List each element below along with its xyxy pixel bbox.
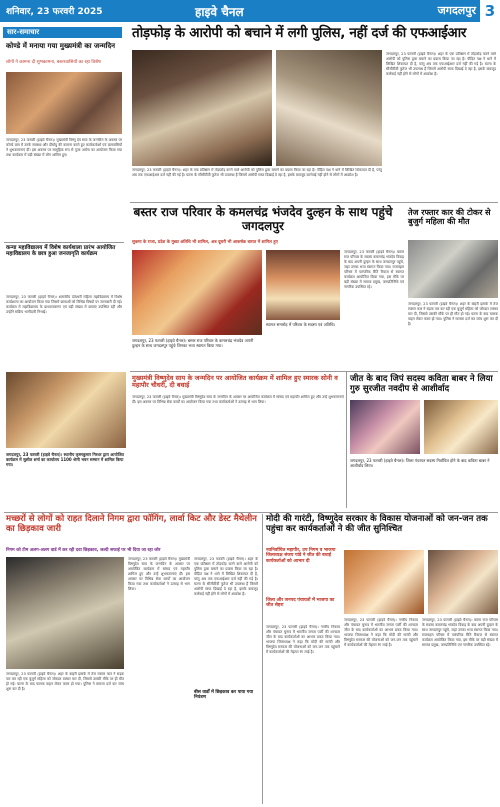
bottom-body-1c: जगदलपुर, 23 फरवरी (हाइवे चैनल)। शहर के बाहरी इलाके में तेज रफ्तार कार ने सड़क पार कर रही एक बुजुर्ग महिला को जोरदार टक्कर मार दी, जिससे उसकी मौके पर ही मौत हो गई। घटना के बाद चालक वाहन लेकर फरार हो गया। पुलिस ने मामला दर्ज कर जांच शुरू कर दी है। xyxy=(6,672,124,691)
left-headline-2: कन्या महाविद्यालय में विशेष कार्यशाला प्रारंभ आयोजित महाविद्यालय के छात्र हुआ जनजागृति कार्यक्रम xyxy=(6,245,116,258)
bottom-photo-2a xyxy=(344,550,424,614)
main-caption-5: जगदलपुर, 23 फरवरी (हाइवे चैनल)। जिला पंचायत सदस्य निर्वाचित होने के बाद कविता बाबर ने आशीर्वाद लिया। xyxy=(350,458,490,468)
bottom-body-2c: जगदलपुर, 23 फरवरी (हाइवे चैनल)। बस्तर राज परिवार के सदस्य कमलचंद्र भंजदेव विवाह के बाद अपनी दुल्हन के साथ जगदलपुर पहुंचे, जहां उनका भव्य स्वागत किया गया। राजमहल परिसर में पारंपरिक रीति रिवाज से स्वागत कार्यक्रम आयोजित किया गया, इस मौके पर बड़ी संख्या में समाज प्रमुख, जनप्रतिनिधि एवं नागरिक उपस्थित रहे। xyxy=(422,618,498,647)
left-mid-caption: जगदलपुर, 23 फरवरी (हाइवे चैनल)। स्थानीय कृष्णकुमार गिरधर द्वारा आयोजित कार्यक्रम में सुशील शर्मा का कार्यालय 1100 श्रेणी भवन सम्मान में शामिल किया गया। xyxy=(6,452,124,467)
main-body-1b: जगदलपुर, 23 फरवरी (हाइवे चैनल)। शहर के एक प्रतिष्ठान में तोड़फोड़ करने वाले आरोपी को पुलिस द्वारा बचाने का प्रयास किया जा रहा है। पीड़ित पक्ष ने थाने में लिखित शिकायत दी है, परंतु अब तक एफआईआर दर्ज नहीं की गई है। घटना के सीसीटीवी फुटेज भी उपलब्ध हैं जिसमें आरोपी साफ दिखाई दे रहा है, इसके बावजूद कार्रवाई नहीं होने से लोगों में आक्रोश है। xyxy=(132,168,382,177)
main-photo-5b xyxy=(424,400,498,454)
main-headline-1: तोड़फोड़ के आरोपी को बचाने में लगी पुलिस, नहीं दर्ज की एफआईआर xyxy=(132,25,467,41)
left-body-2: जगदलपुर, 23 फरवरी (हाइवे चैनल)। शासकीय दंतेश्वरी महिला महाविद्यालय में विशेष कार्यशाला का आयोजन किया गया जिसमें छात्राओं को विभिन्न विषयों पर जानकारी दी गई। कार्यक्रम में महाविद्यालय के प्राध्यापकगण एवं बड़ी संख्या में छात्राएं उपस्थित रहीं और उन्होंने सक्रिय भागीदारी निभाई। xyxy=(6,295,122,314)
main-photo-1b xyxy=(276,50,382,166)
bottom-body-1a: जगदलपुर, 23 फरवरी (हाइवे चैनल)। मुख्यमंत्री विष्णुदेव साय के जन्मदिन के अवसर पर आयोजित कार्यक्रम में सांसद एवं महापौर शामिल हुए और उन्हें शुभकामनाएं दीं। इस अवसर पर विभिन्न सेवा कार्यों का आयोजन किया गया तथा कार्यकर्ताओं ने उत्साह से भाग लिया। xyxy=(128,557,190,591)
bottom-photo-2b xyxy=(428,550,498,614)
main-headline-3: तेज रफ्तार कार की टोकर से बुजुर्ग महिला की मौत xyxy=(408,208,491,227)
main-photo-1a xyxy=(132,50,272,166)
newspaper-brand: हाइवे चैनल xyxy=(195,5,244,19)
bottom-body-2b: जगदलपुर, 23 फरवरी (हाइवे चैनल)। नगरीय निकाय और पंचायत चुनाव में भारतीय जनता पार्टी की शानदार जीत के बाद कार्यकर्ताओं का आभार प्रकट किया गया। भाजपा जिलाध्यक्ष ने कहा कि मोदी की गारंटी और विष्णुदेव सरकार की योजनाओं को जन-जन तक पहुंचाने में कार्यकर्ताओं की मेहनत रंग लाई है। xyxy=(344,618,418,647)
main-subhead-2: सुकमा के राजा, प्रदेश के मुख्य अतिथि भी शामिल, अब दूसरी भी आकर्षक बारात में शामिल हुए xyxy=(132,239,278,244)
main-caption-2b: स्वागत समारोह में परिवार के सदस्य एवं अतिथि। xyxy=(266,322,336,327)
left-headline-1: कोण्डे में मनाया गया मुख्यमंत्री का जन्मदिन xyxy=(6,42,116,50)
left-body-1: जगदलपुर, 23 फरवरी (हाइवे चैनल)। मुख्यमंत्री विष्णु देव साय के जन्मदिन के अवसर पर कोण्डे ग्राम में उनके स्वास्थ्य और दीर्घायु की कामना करते हुए कार्यकर्ताओं एवं ग्रामवासियों ने शुभकामनाएं दीं। इस अवसर पर सामूहिक रूप से पूजा अर्चना का आयोजन किया गया तथा कार्यक्रम में बड़ी संख्या में लोग शामिल हुए। xyxy=(6,138,122,157)
bottom-subhead-2: बीस वार्डों में छिड़काव कर पाया गया नियंत्रण xyxy=(194,690,254,701)
bottom-subhead-1: निगम को टीम अलग-अलग वार्ड में कर रही दवा छिड़काव, जल्दी सफाई पर भी दिया जा रहा जोर xyxy=(6,548,161,553)
main-caption-2: जगदलपुर, 23 फरवरी (हाइवे चैनल)। बस्तर राज परिवार के कमलचंद्र भंजदेव अपनी दुल्हन के साथ जगदलपुर पहुंचे जिनका भव्य स्वागत किया गया। xyxy=(132,338,254,348)
main-body-2: जगदलपुर, 23 फरवरी (हाइवे चैनल)। बस्तर राज परिवार के सदस्य कमलचंद्र भंजदेव विवाह के बाद अपनी दुल्हन के साथ जगदलपुर पहुंचे, जहां उनका भव्य स्वागत किया गया। राजमहल परिसर में पारंपरिक रीति रिवाज से स्वागत कार्यक्रम आयोजित किया गया, इस मौके पर बड़ी संख्या में समाज प्रमुख, जनप्रतिनिधि एवं नागरिक उपस्थित रहे। xyxy=(344,250,404,289)
main-photo-5a xyxy=(350,400,420,454)
city-name: जगदलपुर xyxy=(437,4,476,17)
bottom-headline-2: मोदी की गारंटी, विष्णुदेव सरकार के विकास योजनाओं को जन-जन तक पहुंचा कर कार्यकर्ताओं ने की जीत सुनिश्चित xyxy=(266,514,488,534)
bullet-2: जिला और जनपद पंचायतों में भाजपा का जीत सेहरा xyxy=(266,598,335,609)
bottom-body-1b: जगदलपुर, 23 फरवरी (हाइवे चैनल)। शहर के एक प्रतिष्ठान में तोड़फोड़ करने वाले आरोपी को पुलिस द्वारा बचाने का प्रयास किया जा रहा है। पीड़ित पक्ष ने थाने में लिखित शिकायत दी है, परंतु अब तक एफआईआर दर्ज नहीं की गई है। घटना के सीसीटीवी फुटेज भी उपलब्ध हैं जिसमें आरोपी साफ दिखाई दे रहा है, इसके बावजूद कार्रवाई नहीं होने से लोगों में आक्रोश है। xyxy=(194,557,258,596)
main-body-1: जगदलपुर, 23 फरवरी (हाइवे चैनल)। शहर के एक प्रतिष्ठान में तोड़फोड़ करने वाले आरोपी को पुलिस द्वारा बचाने का प्रयास किया जा रहा है। पीड़ित पक्ष ने थाने में लिखित शिकायत दी है, परंतु अब तक एफआईआर दर्ज नहीं की गई है। घटना के सीसीटीवी फुटेज भी उपलब्ध हैं जिसमें आरोपी साफ दिखाई दे रहा है, इसके बावजूद कार्रवाई नहीं होने से लोगों में आक्रोश है। xyxy=(386,52,496,76)
left-photo-1 xyxy=(6,72,122,134)
page-number: 3 xyxy=(480,0,500,22)
main-headline-2: बस्तर राज परिवार के कमलचंद्र भंजदेव दुल्हन के साथ पहुंचे जगदलपुर xyxy=(133,205,393,233)
main-photo-4 xyxy=(6,372,126,448)
main-body-3: जगदलपुर, 23 फरवरी (हाइवे चैनल)। शहर के बाहरी इलाके में तेज रफ्तार कार ने सड़क पार कर रही एक बुजुर्ग महिला को जोरदार टक्कर मार दी, जिससे उसकी मौके पर ही मौत हो गई। घटना के बाद चालक वाहन लेकर फरार हो गया। पुलिस ने मामला दर्ज कर जांच शुरू कर दी है। xyxy=(408,302,498,326)
main-headline-4: मुख्यमंत्री विष्णुदेव साय के जन्मदिन पर आयोजित कार्यक्रम में शामिल हुए स्मारक सोनी व महापौर चौधरी, दी बधाई xyxy=(132,374,338,390)
bullet-1: नवनिर्वाचित महापौर, उप निगम व भाजपा जिलाध्यक्ष संजय पांडे ने जीत की बधाई कार्यकर्ताओं को आभार दी xyxy=(266,548,336,564)
bottom-headline-1: मच्छरों से लोगों को राहत दिलाने निगम द्वारा फॉगिंग, लार्वा किट और डेस्ट मैथेलीन का छिड़काव जारी xyxy=(6,514,257,534)
main-photo-2a xyxy=(132,250,262,335)
page-header xyxy=(0,0,500,22)
section-bar: सार-समाचार xyxy=(3,27,122,38)
main-headline-5: जीत के बाद जिपं सदस्य कविता बाबर ने लिया गुरु सुरजीत नवदीप से आशीर्वाद xyxy=(350,374,493,394)
left-subhead-1: लोगों ने कामना दी शुभकामना, बस्तरवासियों का रहा विशेष xyxy=(6,60,101,65)
bottom-body-2a: जगदलपुर, 23 फरवरी (हाइवे चैनल)। नगरीय निकाय और पंचायत चुनाव में भारतीय जनता पार्टी की शानदार जीत के बाद कार्यकर्ताओं का आभार प्रकट किया गया। भाजपा जिलाध्यक्ष ने कहा कि मोदी की गारंटी और विष्णुदेव सरकार की योजनाओं को जन-जन तक पहुंचाने में कार्यकर्ताओं की मेहनत रंग लाई है। xyxy=(266,625,340,654)
bottom-photo-1 xyxy=(6,557,124,669)
main-photo-3 xyxy=(408,240,498,298)
issue-date: शनिवार, 23 फरवरी 2025 xyxy=(6,7,103,17)
main-photo-2b xyxy=(266,250,340,320)
main-body-4: जगदलपुर, 23 फरवरी (हाइवे चैनल)। मुख्यमंत्री विष्णुदेव साय के जन्मदिन के अवसर पर आयोजित कार्यक्रम में सांसद एवं महापौर शामिल हुए और उन्हें शुभकामनाएं दीं। इस अवसर पर विभिन्न सेवा कार्यों का आयोजन किया गया तथा कार्यकर्ताओं ने उत्साह से भाग लिया। xyxy=(132,395,344,404)
